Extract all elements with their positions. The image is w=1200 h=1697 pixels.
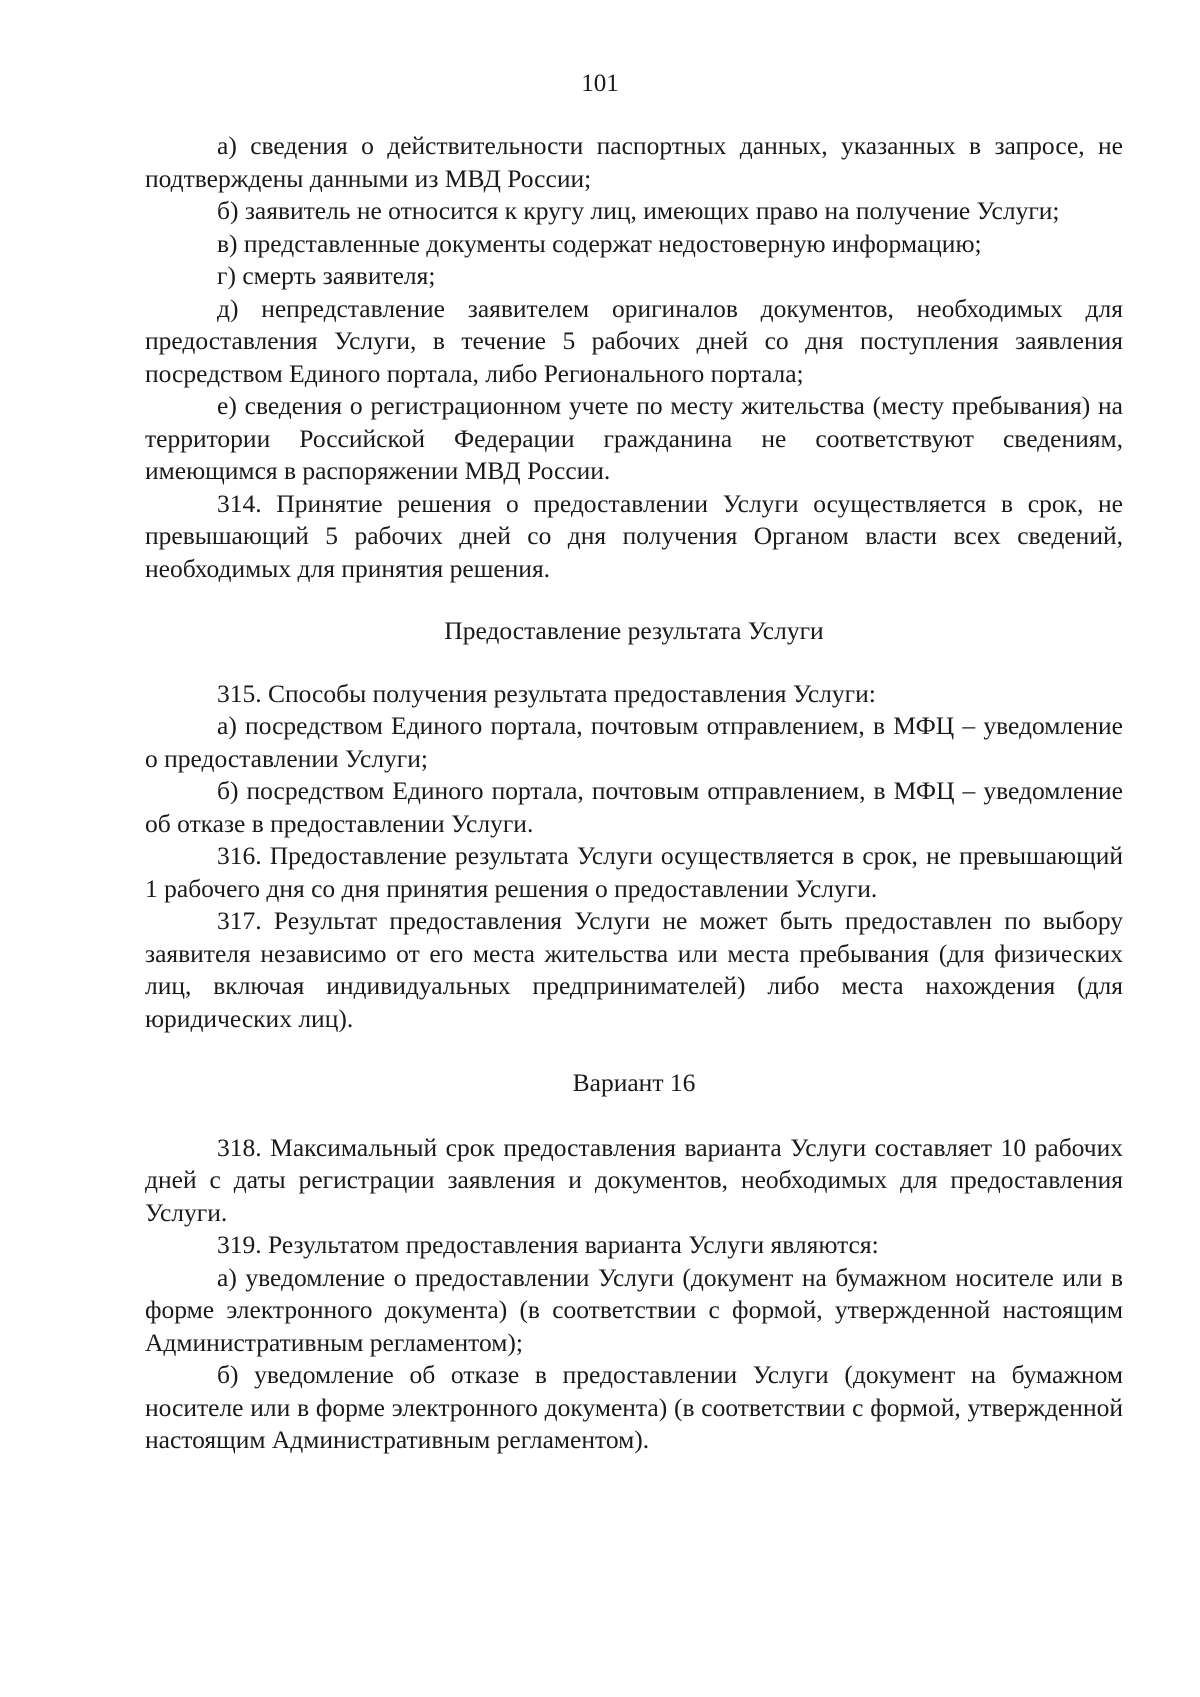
paragraph-item-v-documents: в) представленные документы содержат недостоверную информацию;: [217, 228, 982, 258]
paragraph-315: 315. Способы получения результата предоставления Услуги:: [217, 678, 876, 708]
paragraph-item-e-registration: е) сведения о регистрационном учете по месту жительства (месту пребывания) на территории Российской Федерации гражданина не соответствуют сведениям, имеющимся в распоряжении МВД России.: [145, 391, 1123, 485]
paragraph-316: 316. Предоставление результата Услуги осуществляется в срок, не превышающий 1 рабочего дня со дня принятия решения о предоставлении Услуги.: [145, 841, 1123, 903]
paragraph-317: 317. Результат предоставления Услуги не может быть предоставлен по выбору заявителя независимо от его места жительства или места пребывания (для физических лиц, включая индивидуальных предпринимателей) либо места нахождения (для юридических лиц).: [145, 906, 1123, 1033]
paragraph-314: 314. Принятие решения о предоставлении Услуги осуществляется в срок, не превышающий 5 рабочих дней со дня получения Органом власти всех сведений, необходимых для принятия решения.: [145, 488, 1123, 583]
paragraph-315-a: а) посредством Единого портала, почтовым отправлением, в МФЦ – уведомление о предоставлении Услуги;: [145, 711, 1123, 773]
paragraph-item-g-death: г) смерть заявителя;: [217, 261, 436, 290]
section-heading-result: Предоставление результата Услуги: [444, 616, 824, 645]
paragraph-318: 318. Максимальный срок предоставления варианта Услуги составляет 10 рабочих дней с даты регистрации заявления и документов, необходимых для предоставления Услуги.: [145, 1132, 1123, 1227]
paragraph-319-a: а) уведомление о предоставлении Услуги (документ на бумажном носителе или в форме электронного документа) (в соответствии с формой, утвержденной настоящим Административным регламентом);: [145, 1262, 1123, 1357]
section-heading-variant: Вариант 16: [572, 1068, 696, 1097]
paragraph-319-b: б) уведомление об отказе в предоставлении Услуги (документ на бумажном носителе или в форме электронного документа) (в соответствии с формой, утвержденной настоящим Административным регламентом).: [145, 1360, 1123, 1454]
page-number: 101: [581, 70, 619, 97]
document-body: [145, 130, 1123, 1457]
paragraph-319: 319. Результатом предоставления варианта Услуги являются:: [217, 1230, 879, 1259]
paragraph-item-a-passport: а) сведения о действительности паспортных данных, указанных в запросе, не подтверждены данными из МВД России;: [145, 131, 1123, 193]
paragraph-item-b-applicant: б) заявитель не относится к кругу лиц, имеющих право на получение Услуги;: [217, 196, 1060, 225]
paragraph-item-d-originals: д) непредставление заявителем оригиналов документов, необходимых для предоставления Услуги, в течение 5 рабочих дней со дня поступления заявления посредством Единого портала, либо Регионального портала;: [145, 293, 1123, 388]
paragraph-315-b: б) посредством Единого портала, почтовым отправлением, в МФЦ – уведомление об отказе в предоставлении Услуги.: [145, 776, 1123, 838]
